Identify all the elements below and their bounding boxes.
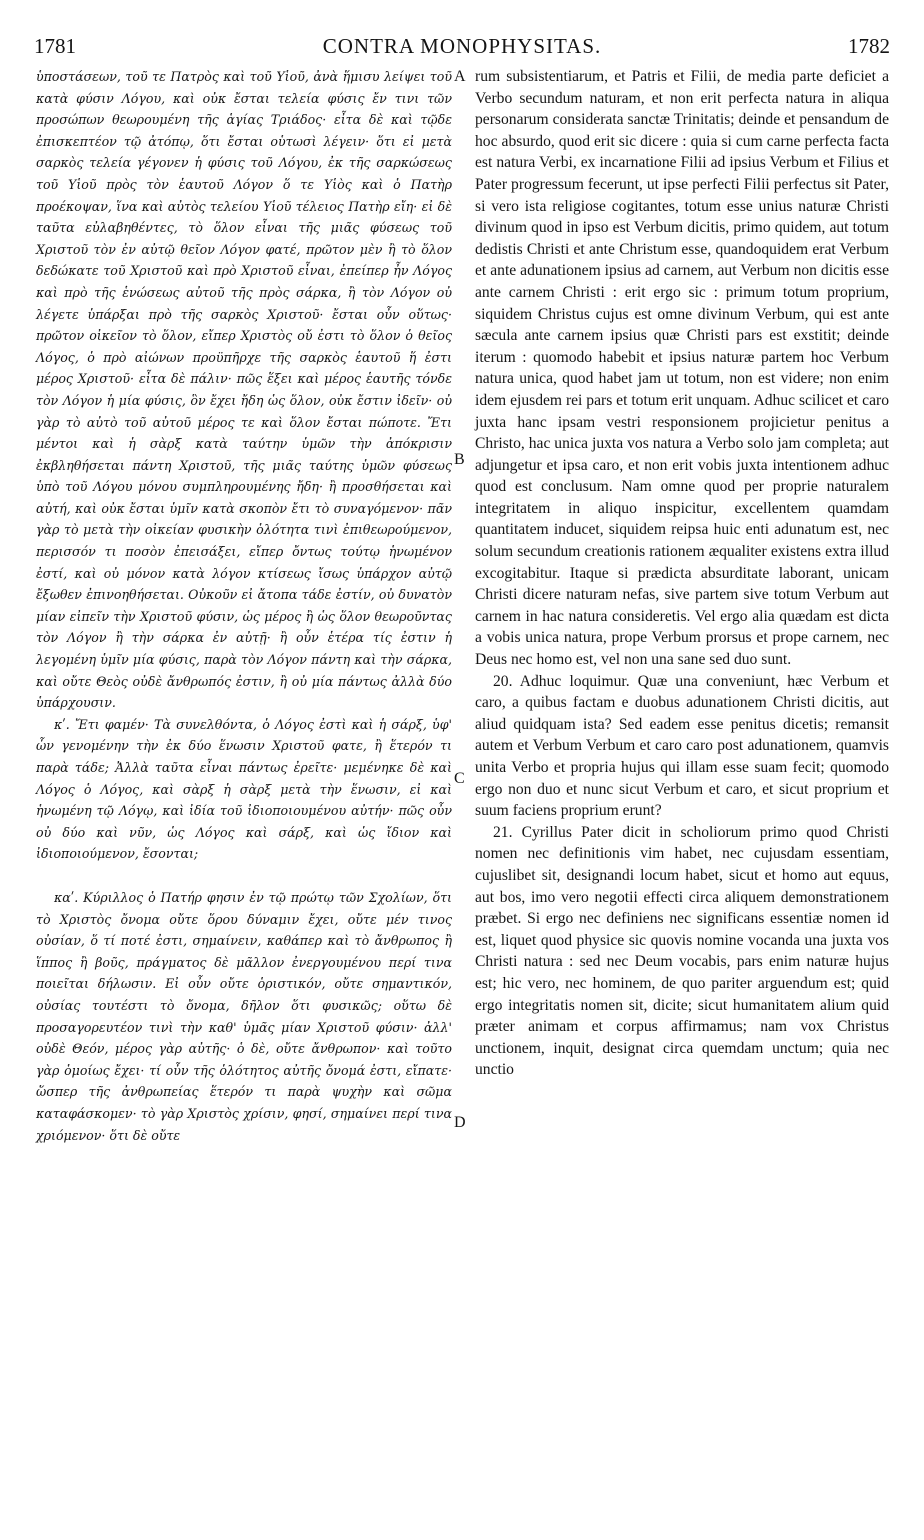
margin-marker-a: A [454,68,466,85]
margin-marker-c: C [454,770,465,787]
greek-paragraph-1: ὑποστάσεων, τοῦ τε Πατρὸς καὶ τοῦ Υἱοῦ, ἀνὰ ἥμισυ λείψει τοῦ κατὰ φύσιν Λόγου, καὶ οὐκ ἔσται τελεία φύσις ἔν τινι τῶν προσώπων θεωρουμένη τῆς ἁγίας Τριάδος· εἶτα δὲ καὶ τῷδε ἐπισκεπτέον τῷ ἀτόπῳ, ὅτι ἔσται οὑτωσὶ λέγειν· ὅτι εἰ μετὰ σαρκὸς τελεία γέγονεν ἡ φύσις τοῦ Λόγου, ἐκ τῆς σαρκώσεως τοῦ Υἱοῦ πρὸς τὸν ἑαυτοῦ Λόγον ὅ τε Υἱὸς καὶ ὁ Πατὴρ προέκοψαν, ἵνα καὶ αὐτὸς τελείου Υἱοῦ τέλειος Πατὴρ εἴη· εἰ δὲ ταῦτα εὐλαβηθέντες, τὸ ὅλον εἶναι τῆς μιᾶς φύσεως τοῦ Χριστοῦ τὸν ἐν αὐτῷ θεῖον Λόγον φατέ, πρῶτον μὲν ἢ τὸ ὅλον δεδώκατε τοῦ Χριστοῦ καὶ πρὸ Χριστοῦ εἶναι, ἐπείπερ ἦν Λόγος καὶ πρὸ τῆς ἑνώσεως αὐτοῦ τῆς πρὸς σάρκα, ἢ τὸν Λόγον οὐ λέγετε ὑπάρξαι πρὸ τῆς σαρκὸς Χριστοῦ· ἔσται οὖν οὕτως· πρῶτον οἰκεῖον τὸ ὅλον, εἴπερ Χριστὸς οὔ ἐστι τὸ ὅλον ὁ θεῖος Λόγος, ὁ πρὸ αἰώνων προϋπῆρχε τῆς σαρκὸς ἑαυτοῦ ἥ ἐστι μέρος Χριστοῦ· εἶτα δὲ πάλιν· πῶς ἕξει καὶ μέρος ἑαυτῆς τόνδε τὸν Λόγον ἡ μία φύσις, ὃν ἔχει ἤδη ὡς ὅλον, οὐκ ἔστιν ἰδεῖν· οὐ γὰρ τὸ αὐτὸ τοῦ αὐτοῦ μέρος τε καὶ ὅλον ἔσται πώποτε. Ἔτι μέντοι καὶ ἡ σὰρξ κατὰ ταύτην ὑμῶν τὴν ἀπόκρισιν ἐκβληθήσεται πάντη Χριστοῦ, τῆς μιᾶς ταύτης ὑμῶν φύσεως ὑπὸ τοῦ Λόγου μόνου συμπληρουμένης ἤδη· ἢ προσθήσεται καὶ αὐτή, καὶ οὐκ ἔσται ὑμῖν κατὰ σκοπὸν ἔτι τὸ συναγόμενον· πᾶν γὰρ τὸ μετὰ τὴν οἰκείαν φυσικὴν ὁλότητα τινὶ ἐπιθεωρούμενον, περισσόν τι ποσὸν ἐπεισάξει, εἴπερ ὄντως τούτῳ ἡνωμένον ἐστί, καὶ οὐ μόνον κατὰ λόγον κτίσεως ἴσως ὑπάρχον αὐτῷ ἔξωθεν ἐπινοηθήσεται. Οὐκοῦν εἰ ἄτοπα τάδε ἐστίν, οὐ δυνατὸν μίαν εἰπεῖν τὴν Χριστοῦ φύσιν, ὡς μέρος ἢ ὡς ὅλον θεωροῦντας τὸν Λόγον ἢ τὴν σάρκα ἐν αὐτῇ· ἢ οὖν ἑτέρα τίς ἐστιν ἡ λεγομένη ὑμῖν μία φύσις, παρὰ τὸν Λόγον πάντη καὶ τὴν σάρκα, καὶ οὔτε Θεὸς οὐδὲ ἄνθρωπός ἐστιν, ἢ οὐ μία πάντως ἀλλὰ δύο ὑπάρχουσιν. [36,69,452,711]
latin-paragraph-1: rum subsistentiarum, et Patris et Filii, de media parte deficiet a Verbo secundum naturam, et non erit perfecta natura in aliqua personarum considerata sanctæ Trinitatis; deinde et pensandum de hoc absurdo, quod erit sic dicere : quia si cum carne perfecta facta est natura Verbi, ex incarnatione Filii ad ipsius Verbum et Filius et Pater progressum fecerunt, ut ipse perfecti Filii perfectus sit Pater, si vero ista religiose cogitantes, totum esse unius naturæ Christi divinum quod in ipso est Verbum dicitis, primo quidem, aut totum dedistis Christi et ante Christum esse, quandoquidem erat Verbum et ante adunationem ipsius ad carnem, aut Verbum non dicitis esse ante carnem Christi : erit ergo sic : primum totum proprium, siquidem Christus cujus est omne divinum Verbum, qui est ante sæcula ante carnem ipsius quæ Christi pars est exstitit; deinde iterum : quomodo habebit et ipsius naturæ partem hoc Verbum natura unica, quod habet jam ut totum, non est videre; non enim idem ejusdem rei pars et totum erit unquam. Adhuc scilicet et caro juxta hanc ipsam vestri responsionem projicietur penitus a Christo, hac unica juxta vos natura a Verbo solo jam completa; aut adjungetur et ipsa caro, et non erit vobis juxta intentionem adhuc quod est conclusum. Nam omne quod per proprie naturalem integritatem in aliquo inspicitur, excellentem quamdam quantitatem inducet, siquidem reipsa huic enti adunatum est, nec solum secundum creationis rationem æqualiter existens extra illud excogitabitur. Itaque si prædicta absurditate laborant, unicam Christi dicere naturam nefas, sive partem sive totum Verbum aut carnem in hac natura consideretis. Vel ergo alia quædam est dicta a vobis unica natura, prope Verbum prorsus et prope carnem, nec Deus nec homo est, vel non una sane sed duo sunt. [475,68,889,669]
margin-marker-d: D [454,1114,466,1131]
latin-paragraph-3: 21. Cyrillus Pater dicit in scholiorum primo quod Christi nomen nec definitionis vim habet, nec cujusdam essentiam, cujuslibet sit, designandi locum habet, sicut et homo aut equus, aut bos, imo vero negotii effecti circa aliquem demonstrationem præbet. Si ergo nec definiens nec significans essentiæ nomen id est, liquet quod physice sic quovis nomine vocanda una juxta vos Christi natura : sed nec Deum vocabis, pars enim naturæ hujus est; hic vero, nec hominem, de quo pariter arguendum est; quid ergo integritatis nomen sit, dicite; sicut humanitatem alium quid præter animam et corpus affirmamus; nam vox Christus unctionem, inquit, designat circa quemdam unctum; quia nec unctio [475,823,889,1079]
margin-marker-b: B [454,451,465,468]
greek-column [36,66,452,1146]
running-title: CONTRA MONOPHYSITAS. [322,34,602,58]
greek-paragraph-2: κʹ. Ἔτι φαμέν· Τὰ συνελθόντα, ὁ Λόγος ἐστὶ καὶ ἡ σάρξ, ὑφ' ὧν γενομένην τὴν ἐκ δύο ἕνωσιν Χριστοῦ φατε, ἢ ἕτερόν τι παρὰ τάδε; Ἀλλὰ ταῦτα εἶναι πάντως ἐρεῖτε· μεμένηκε δὲ καὶ Λόγος ὁ Λόγος, καὶ σὰρξ ἡ σὰρξ μετὰ τὴν ἕνωσιν, εἰ καὶ ἡνωμένη τῷ Λόγῳ, καὶ ἰδία τοῦ ἰδιοποιουμένου αὐτήν· πῶς οὖν οὐ δύο καὶ νῦν, ὡς Λόγος καὶ σάρξ, καὶ ὡς ἴδιον καὶ ἰδιοποιούμενον, ἔσονται; [36,716,452,862]
page-number-left: 1781 [34,34,76,58]
latin-paragraph-2: 20. Adhuc loquimur. Quæ una conveniunt, hæc Verbum et caro, a quibus factam e duobus adunationem Christi dicitis, aut aliud quidquam ista? Sed eadem esse penitus dicetis; remansit autem et Verbum Verbum et caro caro post adunationem, quamvis unita Verbo et propria hujus qui illam esse suam fecit; quomodo ergo non duo et nunc sicut Verbum et caro, et sicut proprium et suum faciens proprium erunt? [475,672,889,820]
page-number-right: 1782 [848,34,890,58]
greek-paragraph-3: καʹ. Κύριλλος ὁ Πατήρ φησιν ἐν τῷ πρώτῳ τῶν Σχολίων, ὅτι τὸ Χριστὸς ὄνομα οὔτε ὅρου δύναμιν ἔχει, οὔτε μέν τινος οὐσίαν, ὅ τί ποτέ ἐστι, σημαίνειν, καθάπερ καὶ τὸ ἄνθρωπος ἢ ἵππος ἢ βοῦς, πράγματος δὲ μᾶλλον ἐνεργουμένου περί τινα ποιεῖται δήλωσιν. Εἰ οὖν οὔτε ὁριστικόν, οὔτε σημαντικόν, οὐσίας τουτέστι τὸ ὄνομα, δῆλον ὅτι φυσικῶς; οὕτω δὲ προσαγορευτέον τινὶ τὴν καθ' ὑμᾶς μίαν Χριστοῦ φύσιν· ἀλλ' οὐδὲ Θεόν, μέρος γὰρ αὐτῆς· ὁ δὲ, οὔτε ἄνθρωπον· καὶ τοῦτο γὰρ ὁμοίως ἔχει· τί οὖν τῆς ὁλότητος αὐτῆς ὄνομά ἐστι, εἴπατε· ὥσπερ τῆς ἀνθρωπείας ἕτερόν τι παρὰ ψυχὴν καὶ σῶμα καταφάσκομεν· τὸ γὰρ Χριστὸς χρίσιν, φησί, σημαίνει περί τινα χριόμενον· ὅτι δὲ οὔτε [36,889,452,1143]
page-header [0,0,924,60]
paragraph-gap [36,865,452,887]
latin-column [475,66,889,1081]
